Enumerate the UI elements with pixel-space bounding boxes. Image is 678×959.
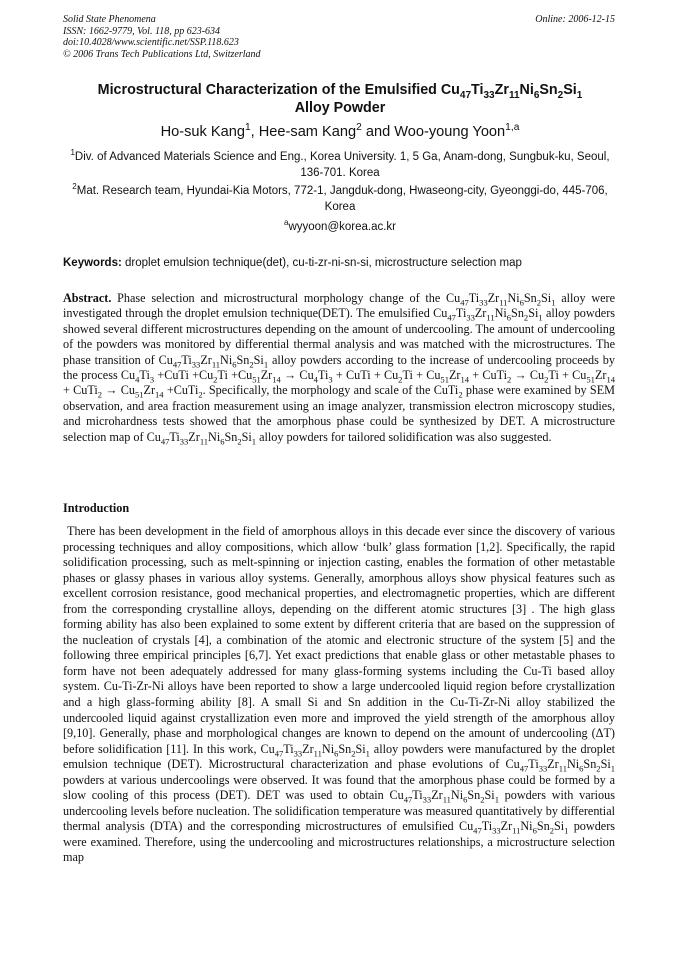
author-name: Ho-suk Kang (160, 124, 245, 140)
keywords-line (63, 256, 618, 270)
journal-header (63, 14, 261, 60)
author-name: Hee-sam Kang (258, 124, 357, 140)
journal-name: Solid State Phenomena (63, 14, 156, 25)
abstract-label: Abstract. (63, 291, 112, 305)
affiliation-1: $^1$Div. of Advanced Materials Science and Eng., Korea University. 1, 5 Ga, Anam-dong, Sungbuk-ku, Seoul, 136-701. Korea (70, 148, 610, 179)
keywords-label: Keywords: (63, 257, 122, 269)
introduction-heading: Introduction (63, 501, 130, 515)
online-date: Online: 2006-12-15 (535, 14, 615, 25)
introduction-paragraph: There has been development in the field of amorphous alloys in this decade ever since the discovery of various processing techniques and alloy compositions, which allow ‘bulk’ glass formation [1,2]. Specifically, the rapid solidification processing, such as melt-spinning or injection casting, enables the formation of other metastable phases or glassy phases in various alloy systems. Generally, amorphous alloys show physical features such as excellent corrosion resistance, good mechanical properties, and electromagnetic properties, which are different from the corresponding crystalline alloys, depending on the different atomic structures [3] . The high glass forming ability has also been explained to some extent by different criteria that are based on the suppression of the nucleation of crystals [4], a combination of the atomic and electronic structure of the system [5] and the following three empirical principles [6,7]. Yet exact predictions that enable glass or other metastable phases to form have not been adequately addressed for many glass-forming systems including the Cu-Ti based alloy system. Cu-Ti-Zr-Ni alloys have been reported to show a large undercooled liquid region before crystallization and a high glass-forming ability [8]. A small Si and Sn addition in the Cu-Ti-Zr-Ni alloy stabilized the undercooled liquid against crystallization even more and improved the yield strength of the amorphous alloy [9,10]. Generally, phase and morphological changes are known to depend on the amount of undercooling (ΔT) before solidification [11]. In this work, $Cu_{47}Ti_{33}Zr_{11}Ni_6Sn_2Si_1$ alloy powders were manufactured by the droplet emulsion technique (DET). Microstructural characterization and phase evolutions of $Cu_{47}Ti_{33}Zr_{11}Ni_6Sn_2Si_1$ powders at various undercoolings were observed. It was found that the amorphous phase could be formed by a slow cooling of this process (DET). DET was used to obtain $Cu_{47}Ti_{33}Zr_{11}Ni_6Sn_2Si_1$ powders with various undercooling levels before nucleation. The solidification temperature was measured quantitatively by differential thermal analysis (DTA) and the corresponding microstructures of emulsified $Cu_{47}Ti_{33}Zr_{11}Ni_6Sn_2Si_1$ powders were examined. Therefore, using the undercooling and microstructures relationships, a microstructure selection map (63, 524, 615, 865)
author-list: Ho-suk Kang$^1$, Hee-sam Kang$^2$ and Woo-young Yoon$^{1,a}$ (160, 122, 520, 140)
author-name: Woo-young Yoon (394, 124, 506, 140)
corresponding-email: $^a$wyyoon@korea.ac.kr (283, 218, 397, 233)
copyright-line: © 2006 Trans Tech Publications Ltd, Switzerland (63, 48, 261, 60)
paper-title: Microstructural Characterization of the Emulsified $Cu_{47}Ti_{33}Zr_{11}Ni_6Sn_2Si_1$ Alloy Powder (97, 82, 583, 116)
abstract-paragraph: Abstract. Phase selection and microstructural morphology change of the $Cu_{47}Ti_{33}Zr_{11}Ni_6Sn_2Si_1$ alloy were investigated through the droplet emulsion technique(DET). The emulsified $Cu_{47}Ti_{33}Zr_{11}Ni_6Sn_2Si_1$ alloy powders showed several different microstructures depending on the amount of undercooling. The amount of undercooling of the powders was monitored by differential thermal analysis and was matched with the microstructures. The phase transition of $Cu_{47}Ti_{33}Zr_{11}Ni_6Sn_2Si_1$ alloy powders according to the increase of undercooling proceeds by the process $Cu_4Ti_3$ +CuTi $+Cu_2Ti +Cu_{51}Zr_{14} \to Cu_4Ti_3$ + CuTi + $Cu_2Ti + Cu_{51}Zr_{14}$ + CuTi$_2$ → $Cu_2Ti + Cu_{51}Zr_{14}$ + CuTi$_2$ → $Cu_{51}Zr_{14}$ +CuTi$_2$. Specifically, the morphology and scale of the CuTi$_2$ phase were examined by SEM observation, and area fraction measurement using an image analyzer, transmission electron microscopy studies, and microhardness tests showed that the amorphous phase could be synthesized by DET. A microstructure selection map of $Cu_{47}Ti_{33}Zr_{11}Ni_6Sn_2Si_1$ alloy powders for tailored solidification was also suggested. (63, 291, 616, 447)
keywords-text: droplet emulsion technique(det), cu-ti-zr-ni-sn-si, microstructure selection map (121, 257, 522, 269)
affiliation-2: $^2$Mat. Research team, Hyundai-Kia Motors, 772-1, Jangduk-dong, Hwaseong-city, Gyeonggi-do, 445-706, Korea (72, 182, 608, 213)
doi-line: doi:10.4028/www.scientific.net/SSP.118.623 (63, 37, 239, 48)
issn-line: ISSN: 1662-9779, Vol. 118, pp 623-634 (63, 25, 221, 37)
